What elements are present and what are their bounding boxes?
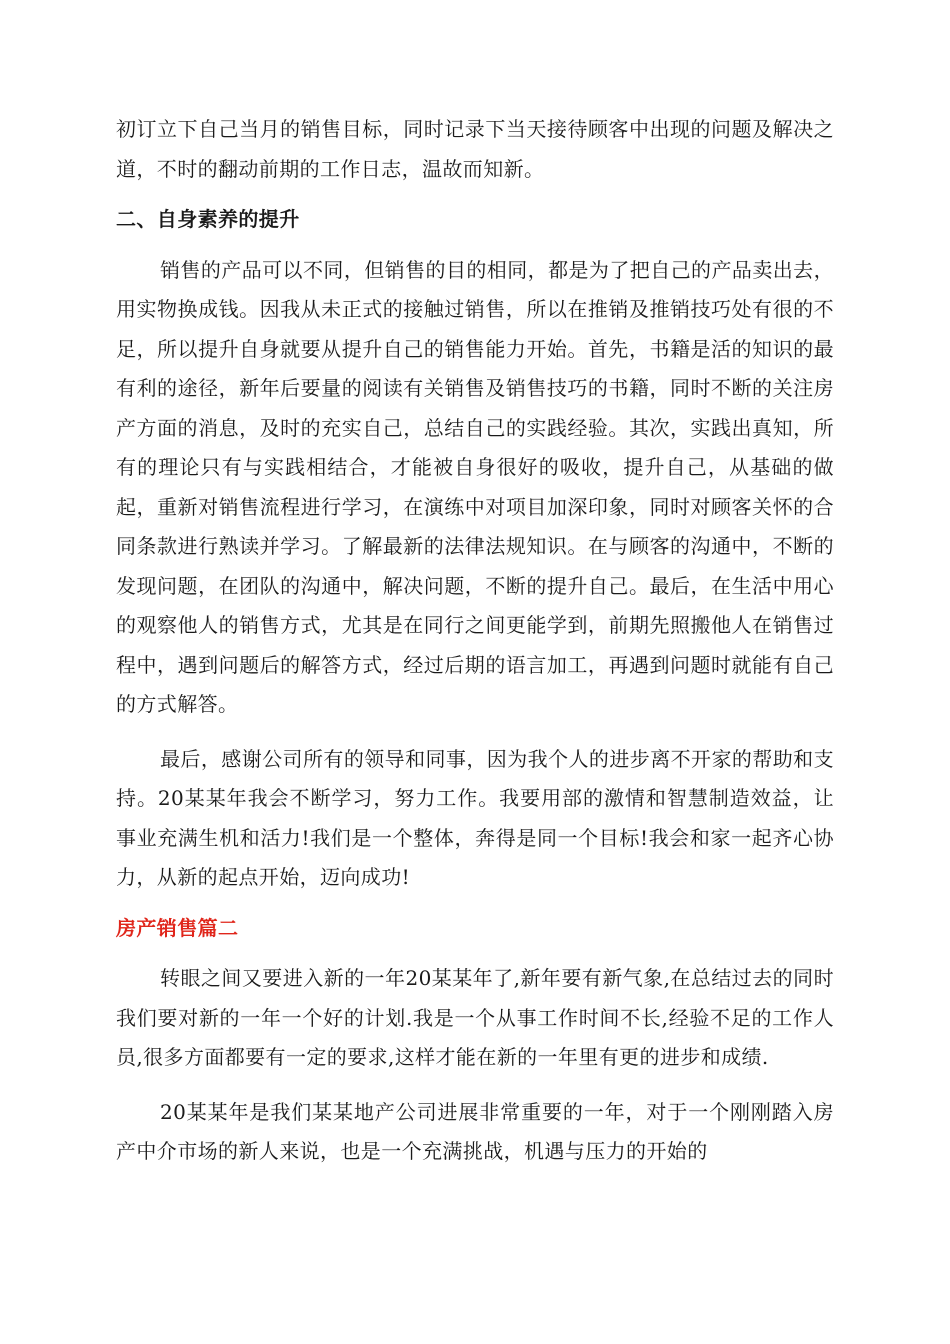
part-heading-sales-2: 房产销售篇二 — [116, 915, 239, 940]
paragraph-new-year: 转眼之间又要进入新的一年20某某年了,新年要有新气象,在总结过去的同时我们要对新的一年一个好的计划.我是一个从事工作时间不长,经验不足的工作人员,很多方面都要有一定的要求,这样才能在新的一年里有更的进步和成绩. — [116, 966, 834, 1069]
spacer — [116, 948, 834, 959]
paragraph-thanks: 最后，感谢公司所有的领导和同事，因为我个人的进步离不开家的帮助和支持。20某某年我会不断学习，努力工作。我要用部的激情和智慧制造效益，让事业充满生机和活力!我们是一个整体，奔得是同一个目标!我会和家一起齐心协力，从新的起点开始，迈向成功! — [116, 746, 834, 889]
spacer — [116, 240, 834, 251]
paragraph-sales-skills: 销售的产品可以不同，但销售的目的相同，都是为了把自己的产品卖出去，用实物换成钱。因我从未正式的接触过销售，所以在推销及推销技巧处有很的不足，所以提升自身就要从提升自己的销售能力开始。首先，书籍是活的知识的最有利的途径，新年后要量的阅读有关销售及销售技巧的书籍，同时不断的关注房产方面的消息，及时的充实自己，总结自己的实践经验。其次，实践出真知，所有的理论只有与实践相结合，才能被自身很好的吸收，提升自己，从基础的做起，重新对销售流程进行学习，在演练中对项目加深印象，同时对顾客关怀的合同条款进行熟读并学习。了解最新的法律法规知识。在与顾客的沟通中，不断的发现问题，在团队的沟通中，解决问题，不断的提升自己。最后，在生活中用心的观察他人的销售方式，尤其是在同行之间更能学到，前期先照搬他人在销售过程中，遇到问题后的解答方式，经过后期的语言加工，再遇到问题时就能有自己的方式解答。 — [116, 257, 834, 716]
section-heading-self-improvement: 二、自身素养的提升 — [116, 207, 300, 231]
paragraph-company-year: 20某某年是我们某某地产公司进展非常重要的一年，对于一个刚刚踏入房产中介市场的新人来说，也是一个充满挑战，机遇与压力的开始的 — [116, 1099, 834, 1163]
paragraph-intro: 初订立下自己当月的销售目标，同时记录下当天接待顾客中出现的问题及解决之道，不时的翻动前期的工作日志，温故而知新。 — [116, 117, 834, 181]
document-body — [116, 110, 834, 1172]
spacer — [116, 1078, 834, 1093]
spacer — [116, 189, 834, 200]
spacer — [116, 725, 834, 740]
spacer — [116, 898, 834, 909]
